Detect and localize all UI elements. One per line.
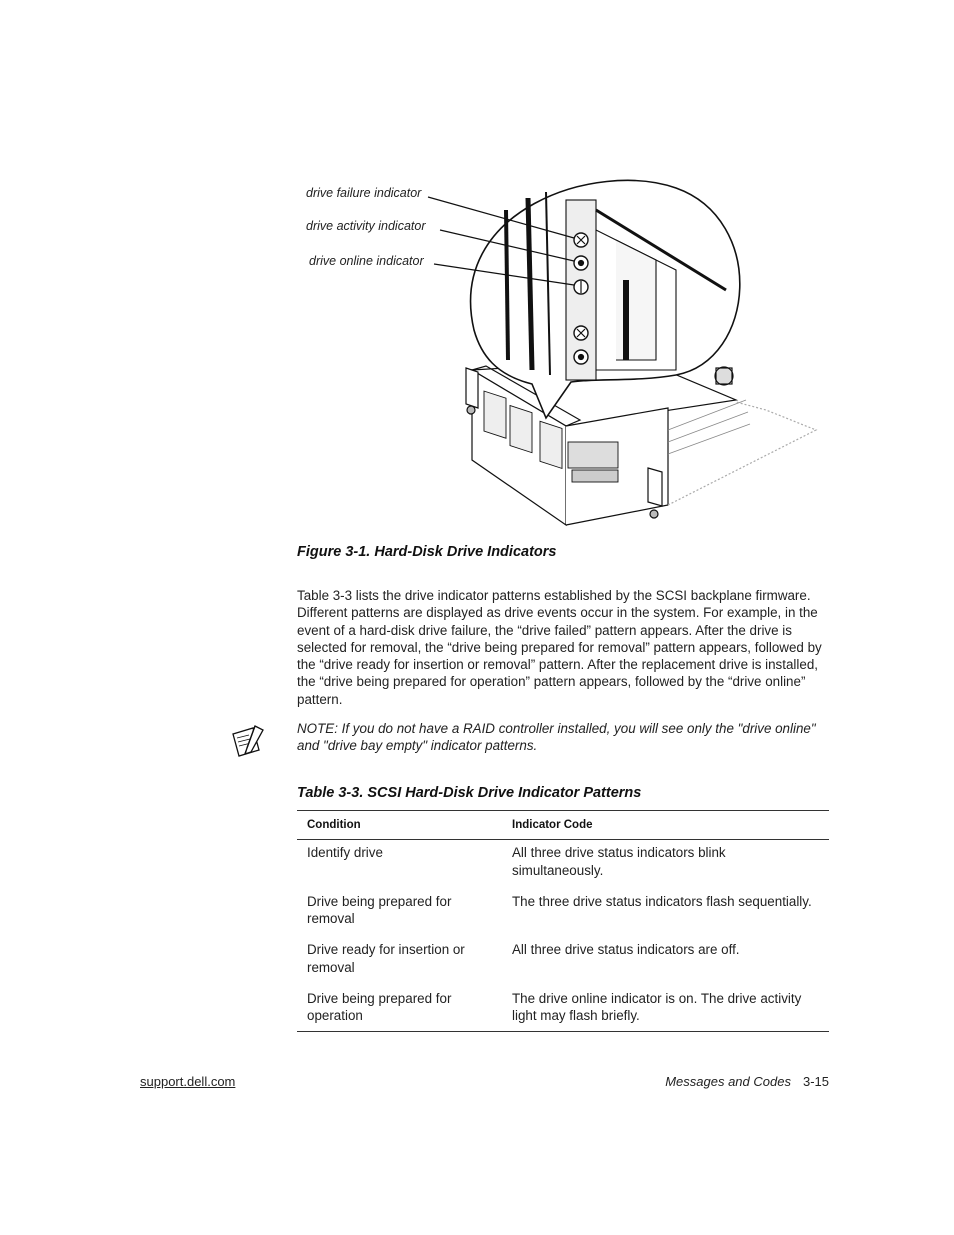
cell-indicator-code: All three drive status indicators blink simultaneously. (512, 845, 726, 878)
hard-disk-drive-figure (296, 170, 826, 540)
cell-condition: Drive being prepared for operation (297, 986, 502, 1031)
callout-drive-online-indicator: drive online indicator (309, 254, 424, 268)
cell-condition: Drive being prepared for removal (307, 893, 452, 927)
body-paragraph: Table 3-3 lists the drive indicator patterns established by the SCSI backplane firmware. Different patterns are displayed as drive events occur in the system. For example, in the event of a hard-disk drive failure, the “drive failed” pattern appears. After the drive is selected for removal, the “drive being prepared for removal” pattern appears, followed by the “drive ready for insertion or removal” pattern. After the replacement drive is installed, the “drive being prepared for operation” pattern appears, followed by the “drive online” pattern. (297, 588, 822, 707)
cell-indicator-code: The three drive status indicators flash sequentially. (512, 893, 812, 909)
table-row (297, 889, 829, 938)
note-text: NOTE: If you do not have a RAID controller installed, you will see only the "drive online" and "drive bay empty" indicator patterns. (297, 721, 816, 754)
page-footer (560, 1074, 829, 1089)
page-number: 3-15 (802, 1074, 829, 1089)
table-title: Table 3-3. SCSI Hard-Disk Drive Indicator Patterns (297, 785, 642, 801)
figure-caption: Figure 3-1. Hard-Disk Drive Indicators (297, 544, 557, 560)
table-row (297, 937, 829, 986)
table-header-row (297, 811, 829, 840)
cell-condition: Identify drive (307, 845, 383, 861)
indicator-patterns-table (297, 810, 829, 1032)
table-row (297, 986, 829, 1031)
support-link[interactable]: support.dell.com (140, 1074, 236, 1089)
header-indicator-code: Indicator Code (502, 811, 829, 840)
callout-drive-failure-indicator: drive failure indicator (306, 186, 422, 200)
cell-condition: Drive ready for insertion or removal (307, 942, 465, 975)
header-condition: Condition (297, 811, 502, 840)
note-pencil-icon (229, 722, 269, 762)
led-group-top (574, 233, 588, 294)
cell-indicator-code: The drive online indicator is on. The drive activity light may flash briefly. (502, 986, 829, 1031)
footer-section-title: Messages and Codes (665, 1074, 791, 1089)
cell-indicator-code: All three drive status indicators are off. (512, 942, 740, 958)
table-row (297, 840, 829, 889)
callout-drive-activity-indicator: drive activity indicator (306, 219, 426, 233)
